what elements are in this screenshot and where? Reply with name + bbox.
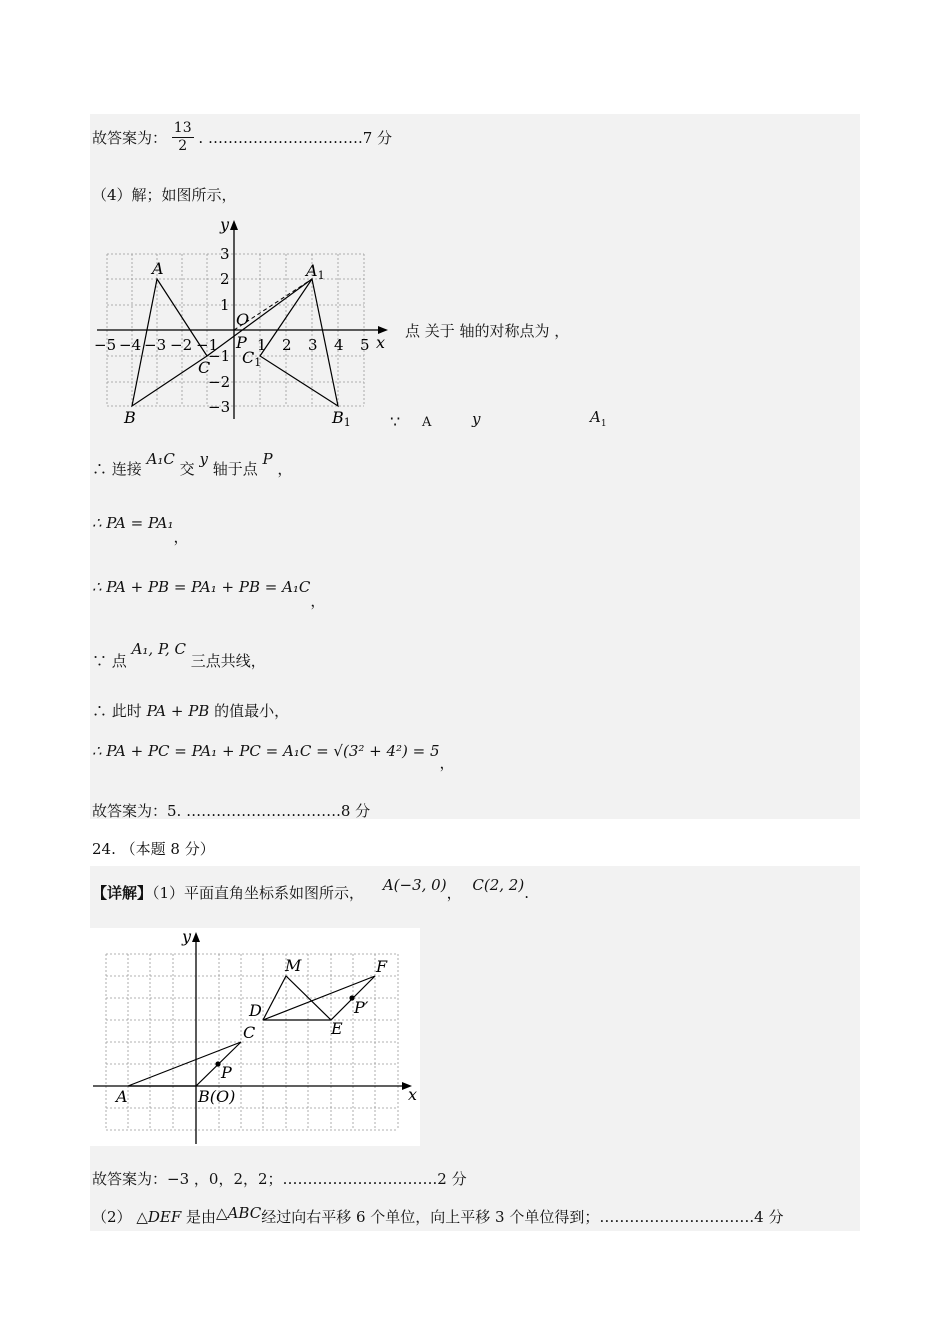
expr-PA-PB: PA + PB — [146, 702, 210, 720]
answer-prefix: 故答案为： — [92, 129, 168, 147]
x-tick: 2 — [282, 336, 292, 354]
y-axis-arrow — [192, 932, 200, 942]
label-M: M — [285, 956, 302, 975]
coordinate-graph-translation — [88, 928, 420, 1146]
fraction-numerator: 13 — [173, 120, 192, 136]
label-A: A — [152, 259, 164, 278]
coord-A: A(−3, 0) — [382, 876, 447, 894]
floating-y: y — [472, 410, 481, 428]
y-tick: 1 — [220, 296, 230, 314]
y-tick: −1 — [208, 347, 231, 365]
coord-separator: ， — [446, 884, 462, 902]
label-A: A — [116, 1087, 128, 1106]
y-axis-arrow — [230, 220, 238, 230]
part4-intro: （4）解；如图所示， — [92, 186, 237, 204]
x-tick: 1 — [257, 336, 267, 354]
floating-A: A — [422, 415, 432, 430]
x-tick: 3 — [308, 336, 318, 354]
label-E: E — [331, 1019, 343, 1038]
part2-prefix: （2） — [92, 1208, 132, 1226]
label-C: C — [198, 358, 211, 377]
answer-prefix: 故答案为： — [92, 1170, 168, 1188]
part2-post: 经过向右平移 6 个单位，向上平移 3 个单位得到；………………………….4 分 — [261, 1208, 784, 1226]
symmetry-statement: 点 关于 轴的对称点为 ， — [405, 322, 570, 340]
step-minimum — [92, 700, 289, 721]
answer-line-q24-1 — [92, 1168, 467, 1189]
x-axis-label: x — [376, 333, 386, 352]
step-connect-end: ， — [277, 460, 293, 478]
segment-A1C: A₁C — [146, 450, 175, 468]
step-connect — [92, 450, 293, 479]
answer-values: −3 ，0，2，2；………………………….2 分 — [167, 1170, 467, 1188]
points-A1-P-C: A₁, P, C — [131, 640, 187, 658]
triangle-DEF-text: △DEF — [136, 1208, 182, 1226]
answer-score: . ………………………….7 分 — [198, 129, 393, 147]
point-P — [215, 1061, 220, 1066]
label-B: B — [124, 408, 136, 427]
step-collinear — [92, 640, 266, 671]
step-PA-equals-PA1: ∴ PA = PA₁， — [92, 514, 189, 546]
label-O: O — [236, 310, 250, 329]
y-tick: −3 — [208, 398, 231, 416]
x-tick: −1 — [196, 336, 219, 354]
point-P: P — [262, 450, 273, 468]
q24-detail — [92, 876, 529, 903]
x-tick: −4 — [119, 336, 142, 354]
label-P: P — [221, 1063, 232, 1082]
step-connect-pre: ∴ 连接 — [92, 460, 142, 478]
coordinate-graph-symmetry — [92, 214, 392, 429]
x-tick: −2 — [170, 336, 193, 354]
x-tick: −5 — [94, 336, 117, 354]
fraction-13-2 — [172, 120, 194, 155]
path-D-M-E — [263, 976, 331, 1020]
x-axis-label: x — [408, 1085, 418, 1104]
step-sum-equals-A1C: ∴ PA + PB = PA₁ + PB = A₁C， — [92, 578, 326, 610]
because-symbol: ∵ — [390, 412, 401, 431]
axis-y: y — [199, 450, 208, 468]
x-tick: 5 — [360, 336, 370, 354]
label-A1: A1 — [306, 261, 325, 282]
y-axis-label: y — [182, 928, 192, 946]
grid-lines — [106, 954, 398, 1130]
answer-line-4: 故答案为：5. ………………………….8 分 — [92, 802, 371, 820]
y-tick: −2 — [208, 373, 231, 391]
x-tick-labels — [94, 336, 370, 354]
x-tick: 4 — [334, 336, 344, 354]
part2-mid: 是由 — [186, 1208, 217, 1226]
detail-text: （1）平面直角坐标系如图所示， — [152, 884, 365, 902]
x-tick: −3 — [144, 336, 167, 354]
triangle-A1B1C1 — [260, 279, 338, 406]
label-C: C — [243, 1023, 256, 1042]
question-24-header: 24. （本题 8 分） — [92, 840, 215, 858]
floating-A1: $A_1$ — [590, 408, 607, 429]
step-connect-post: 轴于点 — [212, 460, 258, 478]
coord-end: . — [524, 884, 529, 902]
step-connect-mid: 交 — [179, 460, 195, 478]
label-B-O: B(O) — [198, 1087, 236, 1106]
y-tick: 3 — [220, 245, 230, 263]
label-D: D — [249, 1001, 262, 1020]
label-B1: B1 — [332, 408, 351, 429]
label-F: F — [376, 957, 388, 976]
triangle-ABC-text: △ABC — [216, 1204, 262, 1222]
detail-label: 【详解】 — [92, 884, 153, 902]
label-C1: C1 — [242, 348, 262, 369]
step-collinear-pre: ∵ 点 — [92, 652, 127, 670]
y-axis-label: y — [220, 215, 230, 234]
label-P: P — [236, 333, 247, 352]
step-result: ∴ PA + PC = PA₁ + PC = A₁C = √(3² + 4²) = 5， — [92, 742, 455, 772]
answer-line-3 — [92, 120, 392, 155]
q24-part2 — [92, 1206, 783, 1227]
step-collinear-post: 三点共线， — [190, 652, 266, 670]
coord-C: C(2, 2) — [472, 876, 525, 894]
step-minimum-post: 的值最小， — [214, 702, 290, 720]
fraction-denominator: 2 — [178, 138, 188, 154]
y-tick: 2 — [220, 270, 230, 288]
label-P-prime: P′ — [354, 998, 369, 1017]
step-minimum-pre: ∴ 此时 — [92, 702, 142, 720]
